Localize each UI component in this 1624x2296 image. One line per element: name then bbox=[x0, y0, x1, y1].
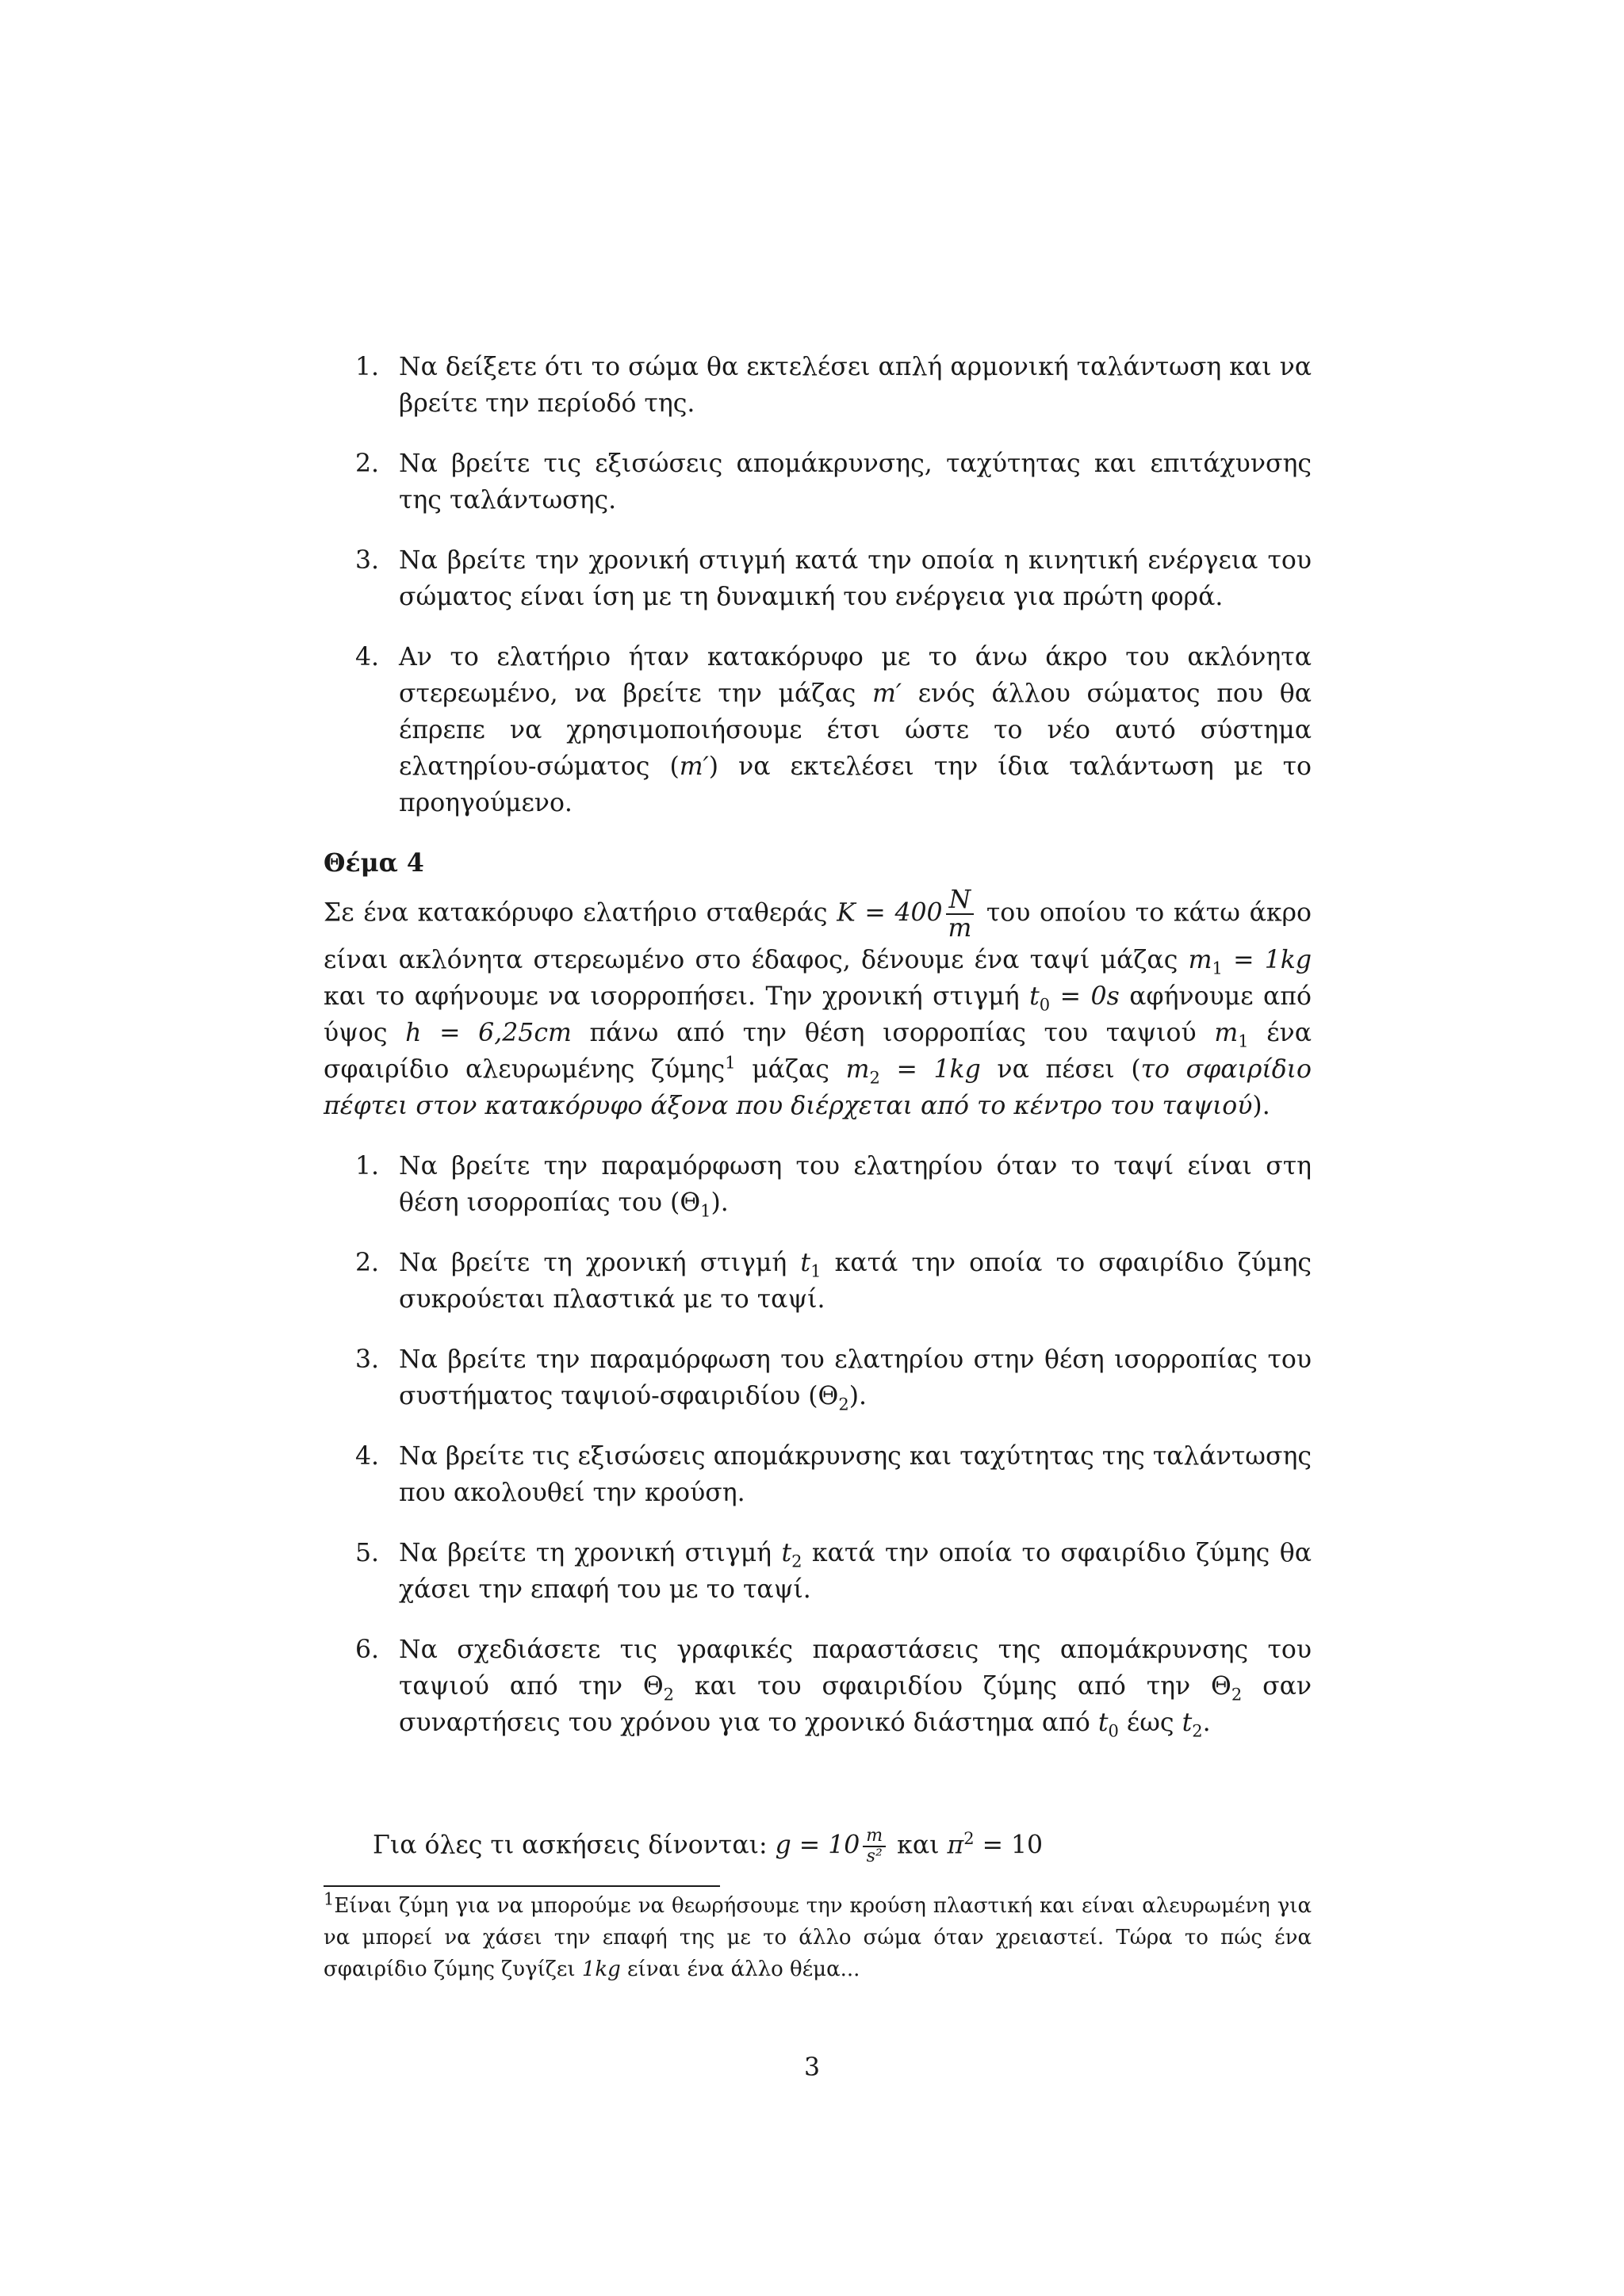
math-t0-value: = 0s bbox=[1050, 982, 1120, 1011]
gravity-value: g = 10 bbox=[775, 1831, 860, 1860]
subscript: 1 bbox=[1212, 959, 1223, 978]
problem-4-statement bbox=[324, 886, 1312, 1124]
statement-text: να πέσει ( bbox=[980, 1055, 1141, 1084]
footnote-mark: 1 bbox=[324, 1889, 335, 1909]
subscript: 0 bbox=[1039, 995, 1051, 1015]
math-m-prime: m′ bbox=[872, 679, 902, 708]
list-item bbox=[324, 1245, 1312, 1318]
superscript: 2 bbox=[963, 1829, 975, 1848]
item-number: 1. bbox=[355, 1152, 380, 1181]
math-pi: π bbox=[947, 1831, 964, 1860]
list-item bbox=[324, 446, 1312, 519]
math-t1: t bbox=[800, 1249, 811, 1277]
item-text: Να βρείτε την παραμόρφωση του ελατηρίου στην θέση ισορροπίας του συστήματος ταψιού-σφαιριδίου (Θ bbox=[399, 1345, 1312, 1410]
footnote-divider bbox=[324, 1885, 720, 1887]
math-t0: t bbox=[1029, 982, 1040, 1011]
subscript: 1 bbox=[810, 1261, 822, 1281]
statement-text: ). bbox=[1252, 1092, 1270, 1120]
item-text: ) να εκτελέσει την ίδια ταλάντωση με το προηγούμενο. bbox=[399, 752, 1312, 817]
statement-text: ένα σφαιρίδιο αλευρωμένης ζύμης bbox=[324, 1019, 1312, 1084]
list-item bbox=[324, 349, 1312, 422]
item-number: 5. bbox=[355, 1539, 380, 1567]
subscript: 2 bbox=[663, 1685, 675, 1705]
given-text: = 10 bbox=[974, 1831, 1044, 1860]
subscript: 2 bbox=[1231, 1685, 1243, 1705]
math-m1: m bbox=[1188, 946, 1212, 974]
item-number: 4. bbox=[355, 643, 380, 672]
footnote-text: Είναι ζύμη για να μπορούμε να θεωρήσουμε την κρούση πλαστική και είναι αλευρωμένη για να μπορεί να χάσει την επαφή της με το άλλο σώμα όταν χρειαστεί. Τώρα το πώς ένα σφαιρίδιο ζύμης ζυγίζει bbox=[324, 1894, 1312, 1981]
item-text: και του σφαιριδίου ζύμης από την Θ bbox=[674, 1672, 1231, 1701]
item-text: Να σχεδιάσετε τις γραφικές παραστάσεις της απομάκρυνσης του ταψιού από την Θ bbox=[399, 1636, 1312, 1701]
item-text: Αν το ελατήριο ήταν κατακόρυφο με το άνω άκρο του ακλόνητα στερεωμένο, να βρείτε την μάζας bbox=[399, 643, 1312, 708]
item-text: Να βρείτε τη χρονική στιγμή bbox=[399, 1539, 782, 1567]
math-mass: 1kg bbox=[581, 1957, 621, 1981]
item-text: κατά την οποία το σφαιρίδιο ζύμης συκρούεται πλαστικά με το ταψί. bbox=[399, 1249, 1312, 1314]
subscript: 1 bbox=[1238, 1031, 1249, 1051]
list-item bbox=[324, 1341, 1312, 1414]
math-m2: m bbox=[845, 1055, 870, 1084]
math-height: h = 6,25cm bbox=[405, 1019, 572, 1047]
item-text: έως bbox=[1118, 1709, 1182, 1737]
statement-text: μάζας bbox=[735, 1055, 846, 1084]
given-text: Για όλες τι ασκήσεις δίνονται: bbox=[373, 1831, 776, 1860]
subscript: 2 bbox=[869, 1068, 880, 1088]
item-text: Να βρείτε την παραμόρφωση του ελατηρίου όταν το ταψί είναι στη θέση ισορροπίας του (Θ bbox=[399, 1152, 1312, 1217]
given-constants bbox=[373, 1827, 1324, 1866]
italic-note: το σφαιρίδιο πέφτει στον κατακόρυφο άξονα που διέρχεται από το κέντρο του ταψιού bbox=[324, 1055, 1312, 1120]
math-m2-value: = 1kg bbox=[879, 1055, 981, 1084]
item-number: 6. bbox=[355, 1636, 380, 1664]
math-m1: m bbox=[1214, 1019, 1239, 1047]
math-t2: t bbox=[781, 1539, 792, 1567]
footnote-text: είναι ένα άλλο θέμα... bbox=[620, 1957, 860, 1981]
item-text: Να βρείτε την χρονική στιγμή κατά την οποία η κινητική ενέργεια του σώματος είναι ίση με τη δυναμική του ενέργεια για πρώτη φορά. bbox=[399, 546, 1312, 611]
fraction-denominator: m bbox=[948, 914, 972, 943]
question-list-a bbox=[324, 349, 1312, 821]
problem-3-questions bbox=[324, 349, 1312, 1765]
subscript: 0 bbox=[1108, 1721, 1119, 1741]
subscript: 2 bbox=[791, 1552, 802, 1571]
statement-text: Σε ένα κατακόρυφο ελατήριο σταθεράς bbox=[324, 898, 837, 928]
statement-text: και το αφήνουμε να ισορροπήσει. Την χρονική στιγμή bbox=[324, 982, 1030, 1011]
subscript: 1 bbox=[700, 1201, 711, 1221]
spring-constant: K = 400 bbox=[837, 898, 943, 928]
question-list-b bbox=[324, 1148, 1312, 1741]
subscript: 2 bbox=[1192, 1721, 1203, 1741]
list-item bbox=[324, 1632, 1312, 1741]
fraction-numerator: N bbox=[946, 886, 975, 915]
section-heading: Θέμα 4 bbox=[324, 848, 424, 878]
item-text: Να βρείτε τη χρονική στιγμή bbox=[399, 1249, 801, 1277]
item-text: Να βρείτε τις εξισώσεις απομάκρυνσης, ταχύτητας και επιτάχυνσης της ταλάντωσης. bbox=[399, 450, 1312, 515]
unit-fraction bbox=[863, 1827, 886, 1866]
list-item bbox=[324, 1438, 1312, 1511]
fraction-denominator: s² bbox=[866, 1846, 883, 1866]
list-item bbox=[324, 1148, 1312, 1221]
math-t2: t bbox=[1182, 1709, 1193, 1737]
statement-text: αφήνουμε από ύψος bbox=[324, 982, 1312, 1047]
subscript: 2 bbox=[838, 1395, 849, 1414]
statement-text: του οποίου το κάτω άκρο είναι ακλόνητα στερεωμένο στο έδαφος, δένουμε ένα ταψί μάζας bbox=[324, 898, 1312, 974]
unit-fraction bbox=[946, 886, 975, 942]
page-number: 3 bbox=[803, 2053, 821, 2082]
footnote bbox=[324, 1890, 1312, 1985]
item-text: ενός άλλου σώματος που θα έπρεπε να χρησιμοποιήσουμε έτσι ώστε το νέο αυτό σύστημα ελατηρίου-σώματος ( bbox=[399, 679, 1312, 781]
item-number: 4. bbox=[355, 1442, 380, 1471]
math-m-prime: m′ bbox=[679, 752, 709, 781]
item-text: Να βρείτε τις εξισώσεις απομάκρυνσης και ταχύτητας της ταλάντωσης που ακολουθεί την κρούση. bbox=[399, 1442, 1312, 1507]
item-number: 2. bbox=[355, 1249, 380, 1277]
item-number: 1. bbox=[355, 353, 380, 381]
item-text: Να δείξετε ότι το σώμα θα εκτελέσει απλή αρμονική ταλάντωση και να βρείτε την περίοδό της. bbox=[399, 353, 1312, 418]
item-text: ). bbox=[848, 1382, 868, 1410]
item-number: 3. bbox=[355, 1345, 380, 1374]
item-text: σαν συναρτήσεις του χρόνου για το χρονικό διάστημα από bbox=[399, 1672, 1312, 1737]
item-number: 2. bbox=[355, 450, 380, 478]
list-item bbox=[324, 1535, 1312, 1608]
statement-text: πάνω από την θέση ισορροπίας του ταψιού bbox=[571, 1019, 1215, 1047]
list-item bbox=[324, 542, 1312, 615]
math-m1-value: = 1kg bbox=[1222, 946, 1312, 974]
item-text: . bbox=[1202, 1709, 1211, 1737]
math-t0: t bbox=[1097, 1709, 1109, 1737]
footnote-mark: 1 bbox=[725, 1053, 736, 1073]
item-number: 3. bbox=[355, 546, 380, 575]
fraction-numerator: m bbox=[863, 1827, 886, 1847]
item-text: κατά την οποία το σφαιρίδιο ζύμης θα χάσει την επαφή του με το ταψί. bbox=[399, 1539, 1312, 1604]
item-text: ). bbox=[710, 1188, 729, 1217]
list-item bbox=[324, 639, 1312, 821]
given-text: και bbox=[889, 1831, 948, 1860]
